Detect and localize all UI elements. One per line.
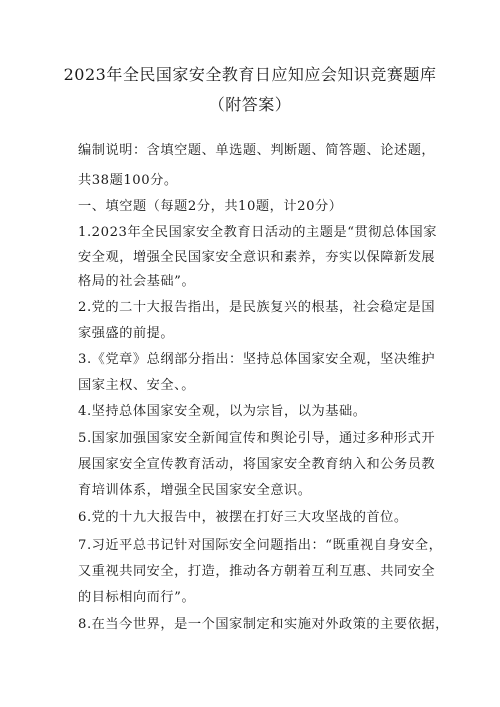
question-line: 5.国家加强国家安全新闻宣传和舆论引导，通过多种形式开 xyxy=(78,431,436,446)
question-line: 又重视共同安全，打造，推动各方朝着互利互惠、共同安全 xyxy=(78,564,436,579)
question-line: 育培训体系，增强全民国家安全意识。 xyxy=(78,483,312,498)
body-line: 共38题100分。 xyxy=(78,173,178,188)
document-title: 2023年全民国家安全教育日应知应会知识竞赛题库 xyxy=(63,65,437,84)
question-line: 展国家安全宣传教育活动，将国家安全教育纳入和公务员教 xyxy=(78,457,436,472)
body-line: 编制说明：含填空题、单选题、判断题、简答题、论述题， xyxy=(78,143,436,158)
question-line: 格局的社会基础”。 xyxy=(78,274,196,289)
question-line: 7.习近平总书记针对国际安全问题指出：“既重视自身安全， xyxy=(78,538,443,553)
question-line: 4.坚持总体国家安全观，以为宗旨，以为基础。 xyxy=(78,404,367,419)
section-heading: 一、填空题（每题2分，共10题，计20分） xyxy=(78,199,343,214)
question-line: 8.在当今世界，是一个国家制定和实施对外政策的主要依据， xyxy=(78,617,449,632)
question-line: 安全观，增强全民国家安全意识和素养，夯实以保障新发展 xyxy=(78,250,436,265)
question-line: 国家主权、安全、。 xyxy=(78,378,196,393)
question-line: 1.2023年全民国家安全教育日活动的主题是“贯彻总体国家 xyxy=(78,225,437,240)
question-line: 6.党的十九大报告中，被摆在打好三大攻坚战的首位。 xyxy=(78,510,408,525)
document-subtitle: （附答案） xyxy=(208,95,292,114)
question-line: 2.党的二十大报告指出，是民族复兴的根基，社会稳定是国 xyxy=(78,300,436,315)
question-line: 家强盛的前提。 xyxy=(78,326,175,341)
question-line: 3.《党章》总纲部分指出：坚持总体国家安全观，坚决维护 xyxy=(78,352,436,367)
question-line: 的目标相向而行”。 xyxy=(78,590,196,605)
